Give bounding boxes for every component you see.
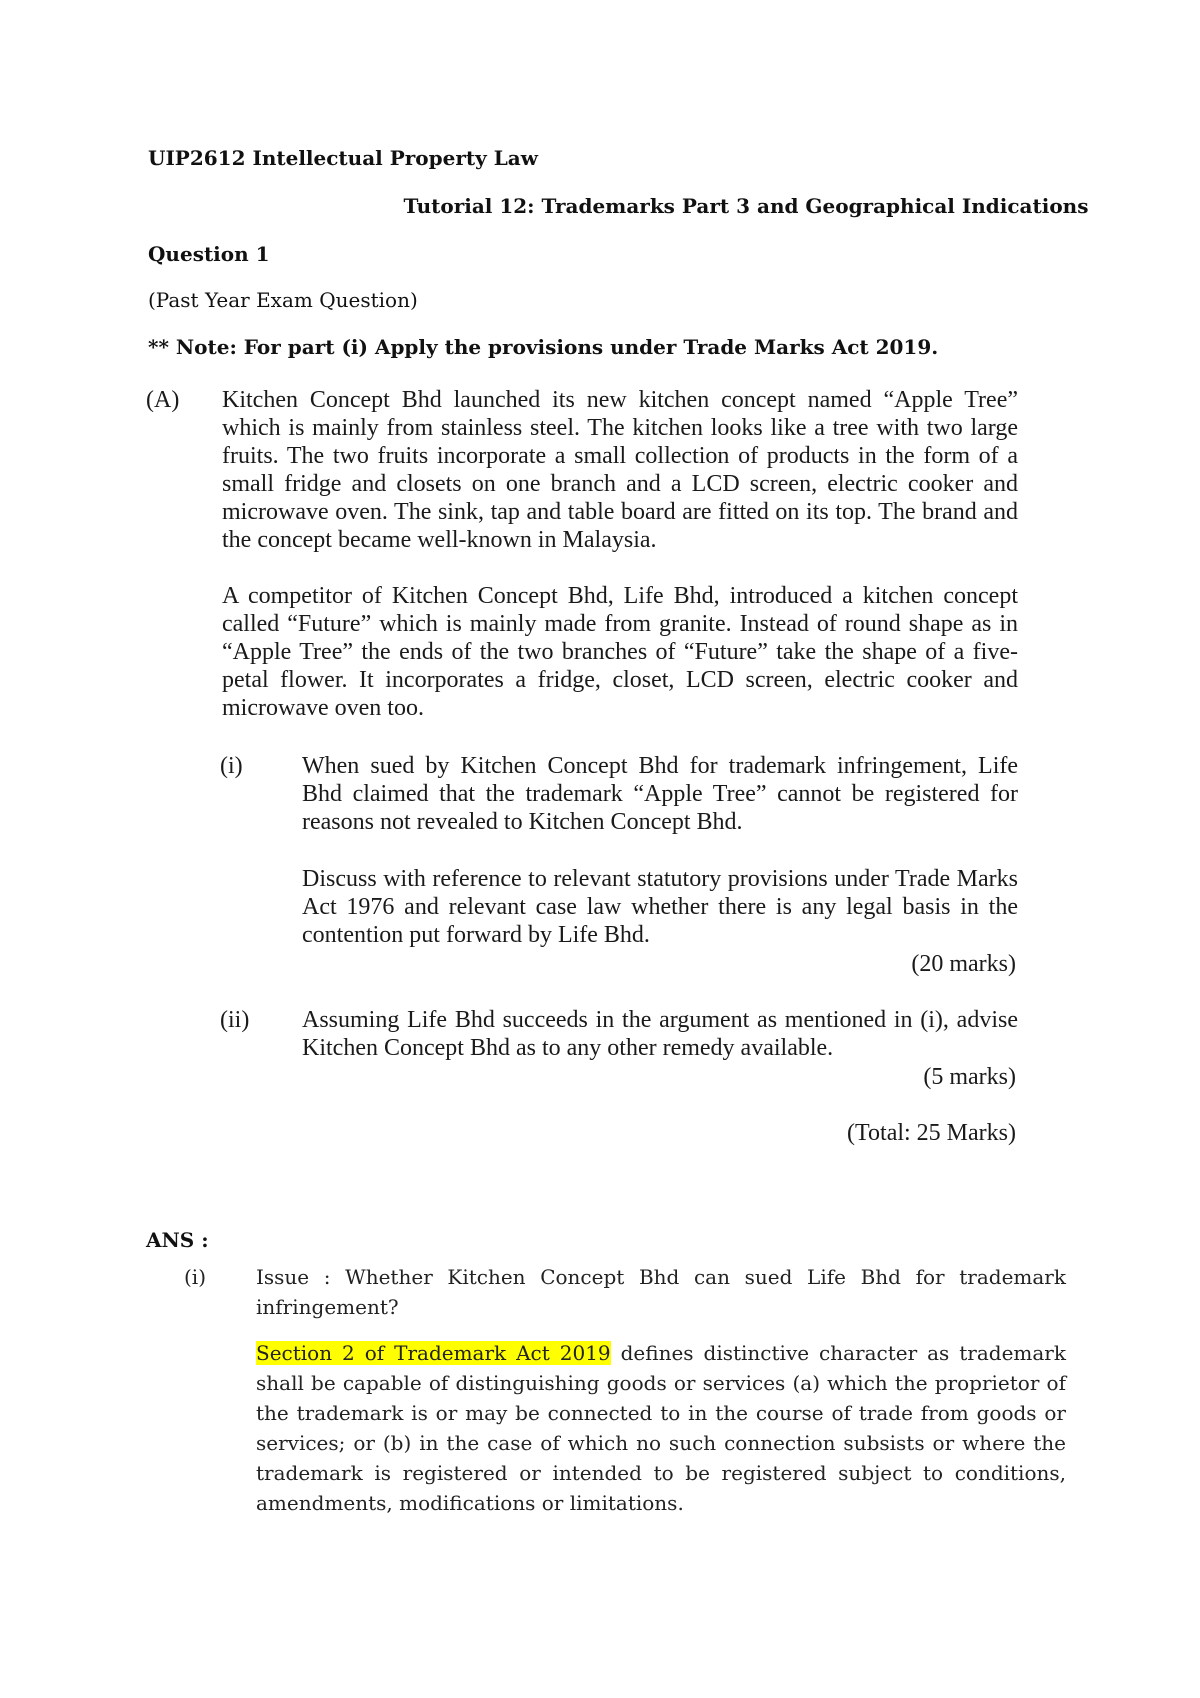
course-title: UIP2612 Intellectual Property Law (148, 146, 538, 170)
statute-highlight: Section 2 of Trademark Act 2019 (256, 1341, 611, 1365)
part-i-question: When sued by Kitchen Concept Bhd for trademark infringement, Life Bhd claimed that the trademark “Apple Tree” cannot be registered for reasons not revealed to Kitchen Concept Bhd. (302, 753, 1018, 835)
marks-i: (20 marks) (911, 951, 1016, 977)
answer-issue: Issue : Whether Kitchen Concept Bhd can sued Life Bhd for trademark infringement? (256, 1265, 1066, 1319)
total-marks: (Total: 25 Marks) (847, 1120, 1016, 1146)
label-a: (A) (146, 387, 180, 413)
question-heading: Question 1 (148, 242, 270, 266)
question-source: (Past Year Exam Question) (148, 288, 418, 312)
marks-ii: (5 marks) (923, 1064, 1016, 1090)
scenario-paragraph-2: A competitor of Kitchen Concept Bhd, Life Bhd, introduced a kitchen concept called “Future” which is mainly made from granite. Instead of round shape as in “Apple Tree” the ends of the two branches of “Future” take the shape of a five-petal flower. It incorporates a fridge, closet, LCD screen, electric cooker and microwave oven too. (222, 583, 1018, 721)
note-text: ** Note: For part (i) Apply the provisions under Trade Marks Act 2019. (148, 335, 939, 359)
answer-paragraph (256, 1338, 1066, 1518)
scenario-paragraph-1: Kitchen Concept Bhd launched its new kitchen concept named “Apple Tree” which is mainly from stainless steel. The kitchen looks like a tree with two large fruits. The two fruits incorporate a small collection of products in the form of a small fridge and closets on one branch and a LCD screen, electric cooker and microwave oven. The sink, tap and table board are fitted on its top. The brand and the concept became well-known in Malaysia. (222, 387, 1018, 553)
answer-label-i: (i) (184, 1265, 207, 1289)
answer-body-text: defines distinctive character as trademark shall be capable of distinguishing goods or services (a) which the proprietor of the trademark is or may be connected to in the course of trade from goods or services; or (b) in the case of which no such connection subsists or where the trademark is registered or intended to be registered subject to conditions, amendments, modifications or limitations. (256, 1341, 1066, 1515)
tutorial-title: Tutorial 12: Trademarks Part 3 and Geographical Indications (403, 194, 1089, 218)
part-ii-question: Assuming Life Bhd succeeds in the argument as mentioned in (i), advise Kitchen Concept Bhd as to any other remedy available. (302, 1007, 1018, 1061)
label-ii: (ii) (220, 1007, 250, 1033)
part-i-instruction: Discuss with reference to relevant statutory provisions under Trade Marks Act 1976 and relevant case law whether there is any legal basis in the contention put forward by Life Bhd. (302, 866, 1018, 948)
label-i: (i) (220, 753, 243, 779)
answer-heading: ANS : (146, 1228, 209, 1252)
